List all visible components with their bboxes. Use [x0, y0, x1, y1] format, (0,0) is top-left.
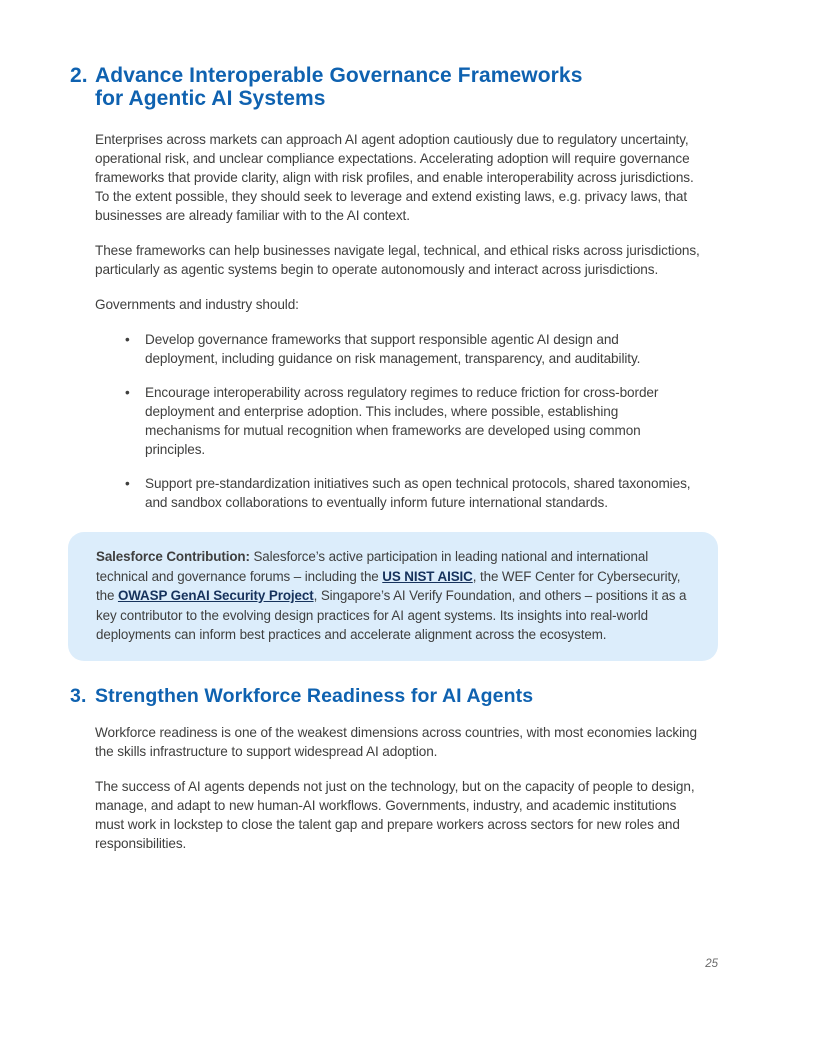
section-2-paragraph-3: Governments and industry should: — [95, 297, 299, 312]
section-3-paragraph-1: Workforce readiness is one of the weakest dimensions across countries, with most economies lacking the skills infrastructure to support widespread AI adoption. — [95, 724, 697, 759]
callout-text: Salesforce’s active participation in leading national and international technical and governance forums – including the — [96, 549, 649, 584]
section-2-paragraph-2: These frameworks can help businesses navigate legal, technical, and ethical risks across jurisdictions, particularly as agentic systems begin to operate autonomously and interact across jurisdictions. — [95, 243, 700, 277]
document-page — [70, 64, 720, 869]
section-3-paragraph-2: The success of AI agents depends not just on the technology, but on the capacity of people to design, manage, and adapt to new human-AI workflows. Governments, industry, and academic institutions must work in lockstep to close the talent gap and prepare workers across sectors for new roles and responsibilities. — [95, 778, 695, 851]
section-2-paragraph-1: Enterprises across markets can approach AI agent adoption cautiously due to regulatory uncertainty, operational risk, and unclear compliance expectations. Accelerating adoption will require governance frameworks that provide clarity, align with risk profiles, and enable interoperability across jurisdictions. To the extent possible, they should seek to leverage and extend existing laws, e.g. privacy laws, that businesses are already familiar with to the AI context. — [95, 132, 694, 223]
section-2-heading — [70, 64, 720, 110]
section-2-title: Advance Interoperable Governance Frameworks for Agentic AI Systems — [95, 64, 583, 110]
callout-text: , the WEF Center for Cybersecurity, the — [96, 568, 681, 603]
section-3-number: 3. — [70, 684, 87, 707]
section-2-number: 2. — [70, 64, 88, 87]
section-2-bullet-list — [125, 330, 695, 512]
callout-link[interactable]: OWASP GenAI Security Project — [117, 588, 314, 603]
bullet-item: • Support pre-standardization initiatives such as open technical protocols, shared taxonomies, and sandbox collaborations to eventually inform future international standards. — [125, 474, 695, 512]
callout-text: , Singapore’s AI Verify Foundation, and others – positions it as a key contributor to the evolving design practices for AI agent systems. Its insights into real-world deployments can inform best practices and accelerate alignment across the ecosystem. — [96, 588, 687, 642]
bullet-item: • Encourage interoperability across regulatory regimes to reduce friction for cross-border deployment and enterprise adoption. This includes, where possible, establishing mechanisms for mutual recognition when frameworks are developed using common principles. — [125, 383, 695, 459]
callout-link[interactable]: US NIST AISIC — [382, 568, 473, 584]
callout-label: Salesforce Contribution: — [96, 549, 250, 564]
bullet-item: • Develop governance frameworks that support responsible agentic AI design and deployment, including guidance on risk management, transparency, and auditability. — [125, 330, 695, 368]
section-3-heading — [70, 686, 720, 707]
section-3-title: Strengthen Workforce Readiness for AI Agents — [95, 684, 534, 707]
page-number: 25 — [705, 958, 718, 970]
salesforce-contribution-callout — [68, 532, 718, 661]
